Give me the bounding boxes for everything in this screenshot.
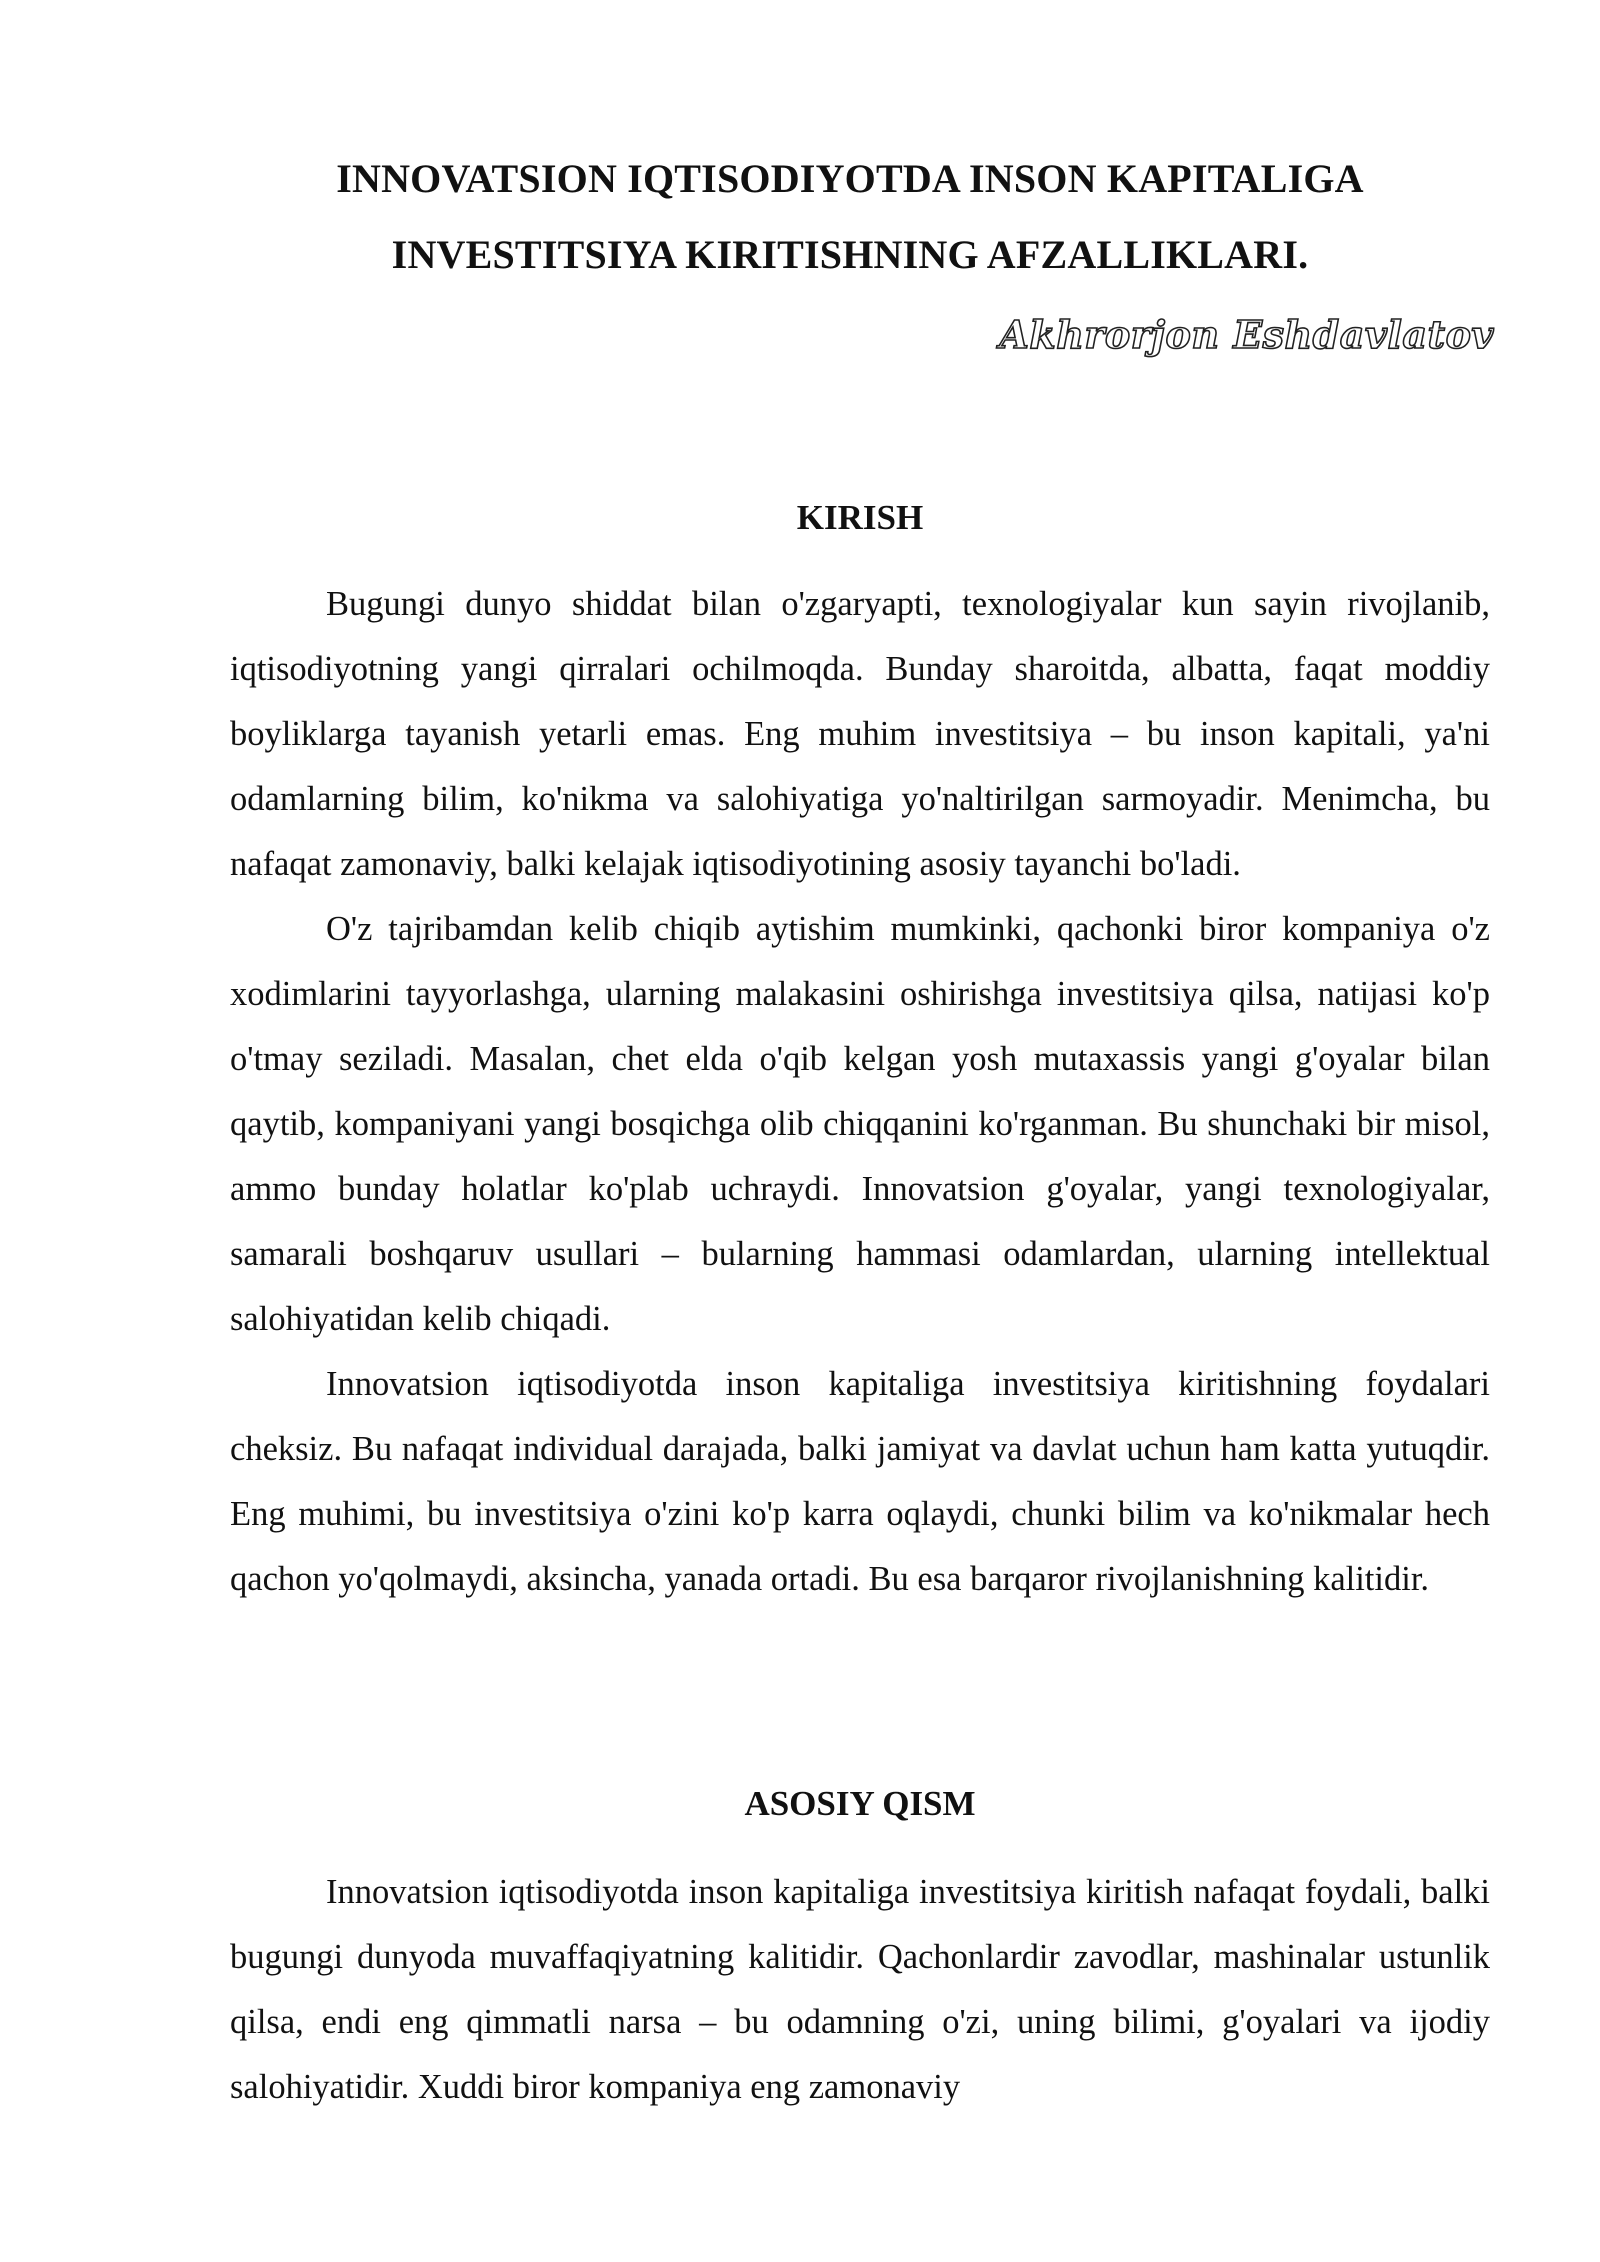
- paragraph: Innovatsion iqtisodiyotda inson kapitaliga investitsiya kiritish nafaqat foydali, balki bugungi dunyoda muvaffaqiyatning kalitidir. Qachonlardir zavodlar, mashinalar ustunlik qilsa, endi eng qimmatli narsa – bu odamning o'zi, uning bilimi, g'oyalari va ijodiy salohiyatidir. Xuddi biror kompaniya eng zamonaviy: [230, 1873, 1490, 2106]
- paragraph: Innovatsion iqtisodiyotda inson kapitaliga investitsiya kiritishning foydalari cheksiz. Bu nafaqat individual darajada, balki jamiyat va davlat uchun ham katta yutuqdir. Eng muhimi, bu investitsiya o'zini ko'p karra oqlaydi, chunki bilim va ko'nikmalar hech qachon yo'qolmaydi, aksincha, yanada ortadi. Bu esa barqaror rivojlanishning kalitidir.: [230, 1365, 1490, 1598]
- section-heading-kirish: KIRISH: [796, 498, 924, 537]
- section-body-asosiy-qism: [230, 1860, 1490, 2120]
- section-heading-asosiy-qism: ASOSIY QISM: [744, 1784, 976, 1823]
- title-line-2: INVESTITSIYA KIRITISHNING AFZALLIKLARI.: [391, 232, 1309, 277]
- section-body-kirish: [230, 572, 1490, 1612]
- author-name: Akhrorjon Eshdavlatov: [999, 312, 1494, 357]
- paragraph: O'z tajribamdan kelib chiqib aytishim mumkinki, qachonki biror kompaniya o'z xodimlarini tayyorlashga, ularning malakasini oshirishga investitsiya qilsa, natijasi ko'p o'tmay seziladi. Masalan, chet elda o'qib kelgan yosh mutaxassis yangi g'oyalar bilan qaytib, kompaniyani yangi bosqichga olib chiqqanini ko'rganman. Bu shunchaki bir misol, ammo bunday holatlar ko'plab uchraydi. Innovatsion g'oyalar, yangi texnologiyalar, samarali boshqaruv usullari – bularning hammasi odamlardan, ularning intellektual salohiyatidan kelib chiqadi.: [230, 910, 1490, 1338]
- title-line-1: INNOVATSION IQTISODIYOTDA INSON KAPITALIGA: [336, 156, 1364, 201]
- paragraph: Bugungi dunyo shiddat bilan o'zgaryapti, texnologiyalar kun sayin rivojlanib, iqtisodiyotning yangi qirralari ochilmoqda. Bunday sharoitda, albatta, faqat moddiy boyliklarga tayanish yetarli emas. Eng muhim investitsiya – bu inson kapitali, ya'ni odamlarning bilim, ko'nikma va salohiyatiga yo'naltirilgan sarmoyadir. Menimcha, bu nafaqat zamonaviy, balki kelajak iqtisodiyotining asosiy tayanchi bo'ladi.: [230, 585, 1490, 883]
- document-title: [230, 141, 1470, 293]
